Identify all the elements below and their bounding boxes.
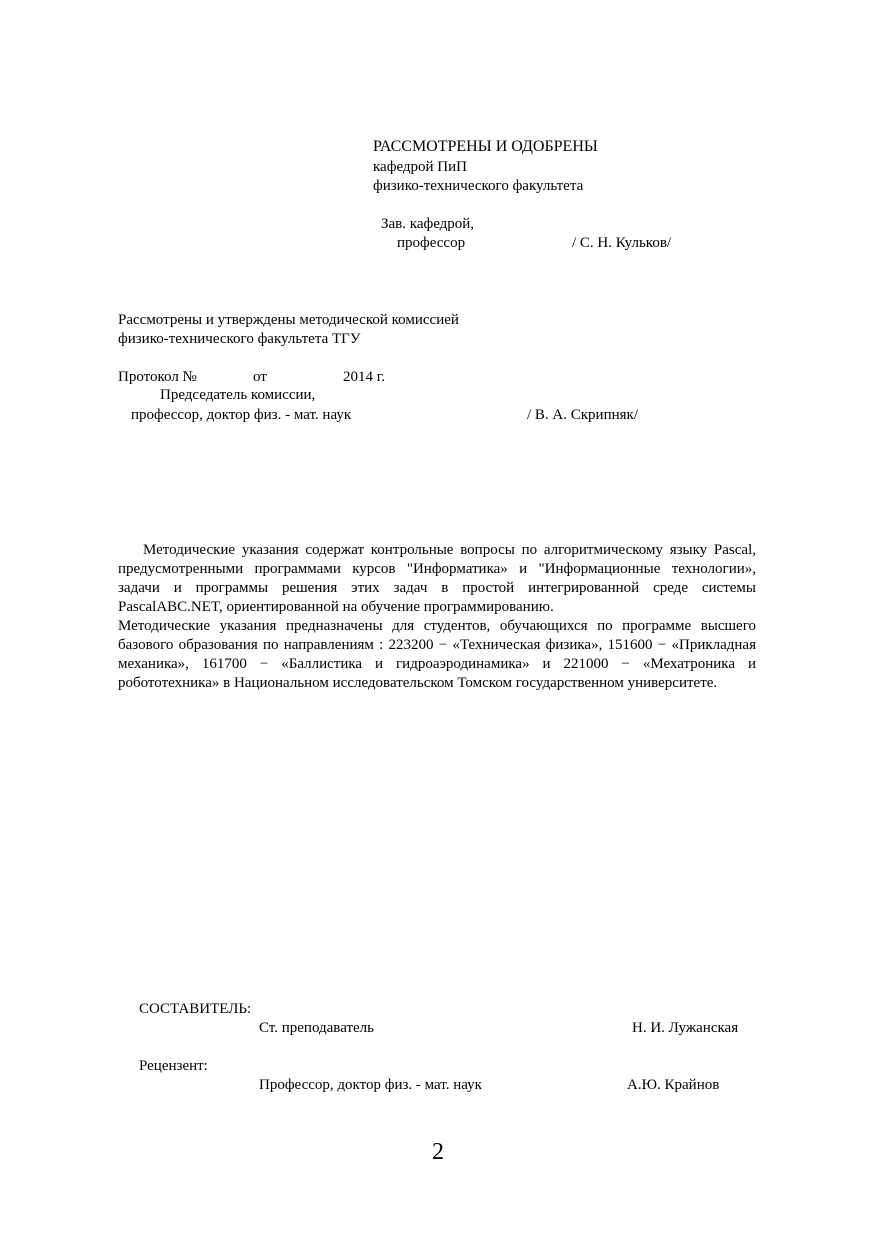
commission-line-1: Рассмотрены и утверждены методической комиссией: [118, 312, 459, 328]
commission-chair-name: / В. А. Скрипняк/: [527, 407, 638, 423]
reviewer-name: А.Ю. Крайнов: [627, 1077, 720, 1093]
protocol-year: 2014 г.: [343, 369, 385, 385]
reviewer-label: Рецензент:: [139, 1058, 208, 1074]
protocol-from: от: [253, 369, 267, 385]
compiler-title: Ст. преподаватель: [259, 1020, 374, 1036]
protocol-label: Протокол №: [118, 369, 197, 385]
annotation-paragraph-2: [118, 617, 756, 693]
reviewer-title: Профессор, доктор физ. - мат. наук: [259, 1077, 482, 1093]
faculty-name: физико-технического факультета: [373, 178, 584, 194]
annotation: [118, 541, 756, 693]
commission-line-2: физико-технического факультета ТГУ: [118, 331, 361, 347]
department-head-name: / С. Н. Кульков/: [572, 235, 672, 251]
compiler-name: Н. И. Лужанская: [632, 1020, 739, 1036]
department-head-title: профессор: [397, 235, 466, 251]
department-name: кафедрой ПиП: [373, 159, 467, 175]
department-head-role: Зав. кафедрой,: [381, 216, 475, 232]
compiler-label: СОСТАВИТЕЛЬ:: [139, 1001, 252, 1017]
annotation-paragraph-1: Методические указания содержат контрольные вопросы по алгоритмическому языку Pascal, предусмотренными программами курсов "Информатика» и "Информационные технологии», задачи и программы решения этих задач в простой интегрированной среде системы PascalABC.NET, ориентированной на обучение программированию.: [118, 542, 756, 615]
page-number: 2: [432, 1139, 444, 1165]
annotation-paragraph-2-text: Методические указания предназначены для студентов, обучающихся по программе высшего базового образования по направлениям : 223200 − «Техническая физика», 151600 − «Прикладная механика», 161700 − «Баллистика и гидроаэродинамика» и 221000 − «Мехатроника и робототехника» в Национальном исследовательском Томском государственном университете.: [118, 618, 756, 691]
commission-chair-role: Председатель комиссии,: [160, 387, 316, 403]
commission-chair-title: профессор, доктор физ. - мат. наук: [131, 407, 352, 423]
department-approval-title: РАССМОТРЕНЫ И ОДОБРЕНЫ: [373, 138, 598, 155]
